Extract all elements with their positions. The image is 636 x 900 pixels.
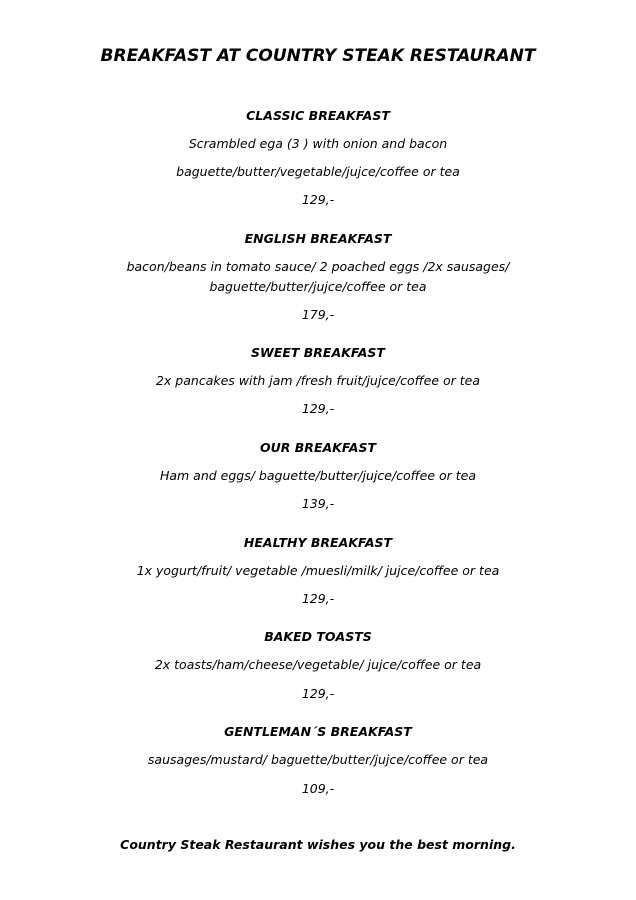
section-line-english-1: bacon/beans in tomato sauce/ 2 poached eggs /2x sausages/ bbox=[126, 259, 510, 274]
section-line-english-2: baguette/butter/jujce/coffee or tea bbox=[209, 279, 427, 294]
section-heading-classic: CLASSIC BREAKFAST bbox=[246, 108, 390, 123]
section-price-gentleman: 109,- bbox=[301, 781, 335, 796]
section-price-sweet: 129,- bbox=[301, 401, 335, 416]
section-price-healthy: 129,- bbox=[301, 591, 335, 606]
section-heading-english: ENGLISH BREAKFAST bbox=[244, 231, 392, 246]
section-line-our-1: Ham and eggs/ baguette/butter/jujce/coffee or tea bbox=[159, 468, 477, 483]
section-price-baked: 129,- bbox=[301, 686, 335, 701]
section-line-baked-1: 2x toasts/ham/cheese/vegetable/ jujce/coffee or tea bbox=[154, 657, 482, 672]
section-heading-gentleman: GENTLEMAN´S BREAKFAST bbox=[224, 724, 412, 739]
section-line-classic-1: Scrambled ega (3 ) with onion and bacon bbox=[188, 136, 448, 151]
closing-message: Country Steak Restaurant wishes you the best morning. bbox=[120, 837, 516, 852]
section-line-sweet-1: 2x pancakes with jam /fresh fruit/jujce/coffee or tea bbox=[155, 373, 480, 388]
section-price-our: 139,- bbox=[301, 496, 335, 511]
section-heading-healthy: HEALTHY BREAKFAST bbox=[243, 535, 393, 550]
section-price-classic: 129,- bbox=[301, 192, 335, 207]
section-line-healthy-1: 1x yogurt/fruit/ vegetable /muesli/milk/ jujce/coffee or tea bbox=[136, 563, 500, 578]
section-heading-sweet: SWEET BREAKFAST bbox=[251, 345, 385, 360]
section-price-english: 179,- bbox=[301, 307, 335, 322]
section-line-classic-2: baguette/butter/vegetable/jujce/coffee or tea bbox=[176, 164, 460, 179]
section-heading-our: OUR BREAKFAST bbox=[260, 440, 376, 455]
section-line-gentleman-1: sausages/mustard/ baguette/butter/jujce/coffee or tea bbox=[147, 752, 489, 767]
section-heading-baked: BAKED TOASTS bbox=[264, 629, 372, 644]
menu-title: BREAKFAST AT COUNTRY STEAK RESTAURANT bbox=[100, 46, 536, 66]
